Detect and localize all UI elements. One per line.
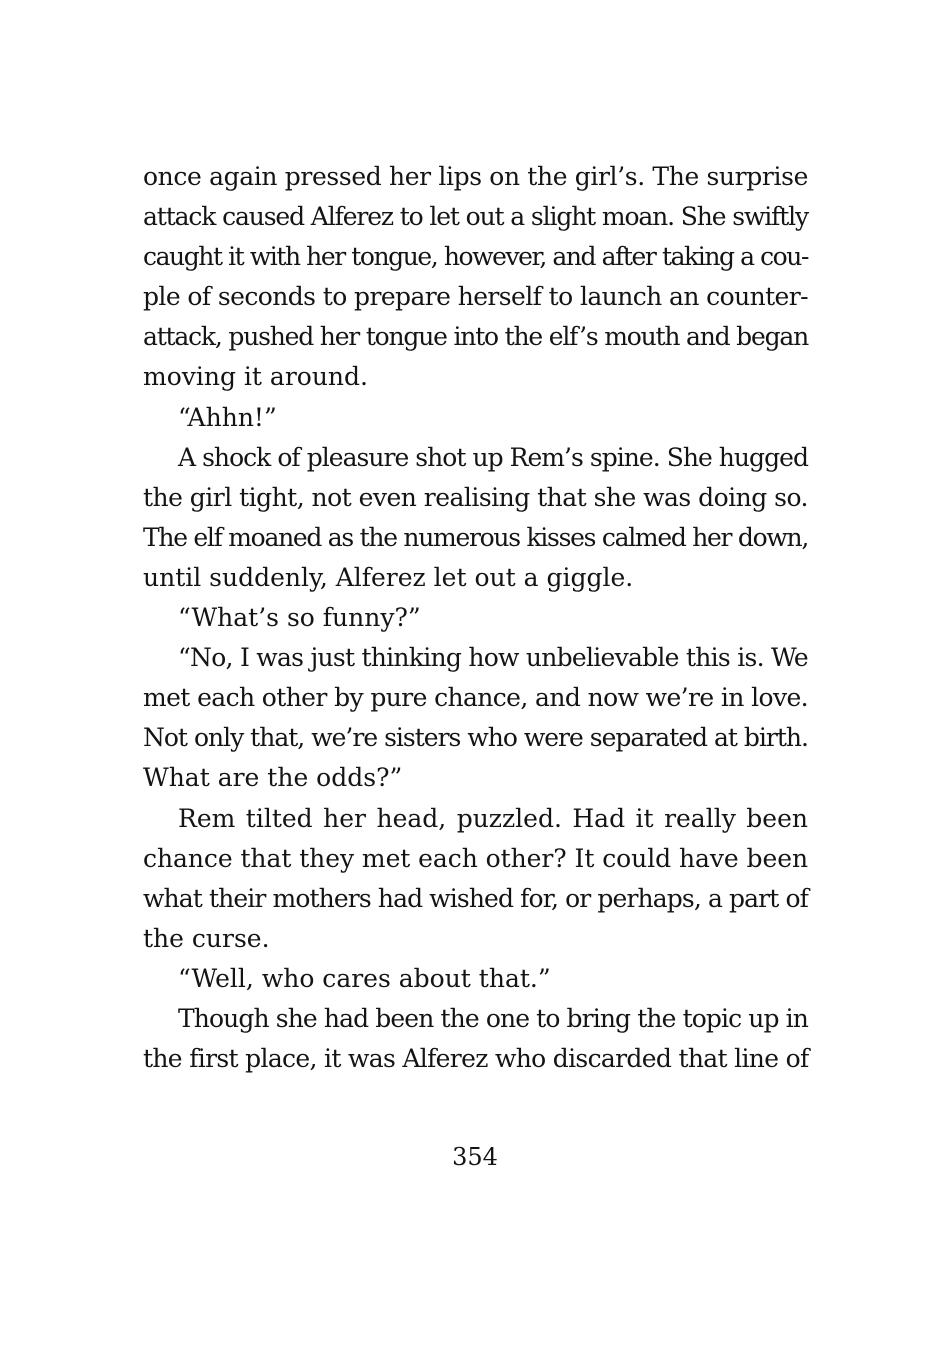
text-line: the curse. (143, 923, 270, 953)
text-line: The elf moaned as the numerous kisses calmed her down, (143, 522, 808, 552)
text-line: attack caused Alferez to let out a slight moan. She swiftly (143, 202, 808, 232)
text-line: What are the odds?” (143, 763, 403, 793)
text-line: met each other by pure chance, and now we’re in love. (143, 683, 808, 713)
page-number: 354 (452, 1143, 498, 1171)
text-line: Rem tilted her head, puzzled. Had it really been (178, 803, 808, 833)
text-line: “No, I was just thinking how unbelievable this is. We (178, 643, 808, 673)
text-line: ple of seconds to prepare herself to launch an counter- (143, 282, 808, 312)
text-line: until suddenly, Alferez let out a giggle. (143, 562, 634, 592)
text-line: the first place, it was Alferez who discarded that line of (143, 1044, 809, 1074)
text-line: once again pressed her lips on the girl’s. The surprise (143, 162, 808, 191)
text-line: “Ahhn!” (178, 402, 277, 432)
text-line: attack, pushed her tongue into the elf’s mouth and began (143, 322, 809, 352)
text-line: Though she had been the one to bring the topic up in (178, 1003, 808, 1033)
text-line: caught it with her tongue, however, and after taking a cou- (143, 242, 808, 272)
text-line: what their mothers had wished for, or perhaps, a part of (143, 883, 808, 913)
text-line: chance that they met each other? It could have been (143, 843, 808, 873)
text-line: A shock of pleasure shot up Rem’s spine. She hugged (178, 442, 808, 472)
text-line: moving it around. (143, 362, 368, 392)
text-line: Not only that, we’re sisters who were separated at birth. (143, 723, 808, 753)
body-text (143, 157, 808, 1079)
text-line: “What’s so funny?” (178, 603, 421, 633)
text-line: the girl tight, not even realising that she was doing so. (143, 482, 808, 512)
text-line: “Well, who cares about that.” (178, 963, 551, 993)
